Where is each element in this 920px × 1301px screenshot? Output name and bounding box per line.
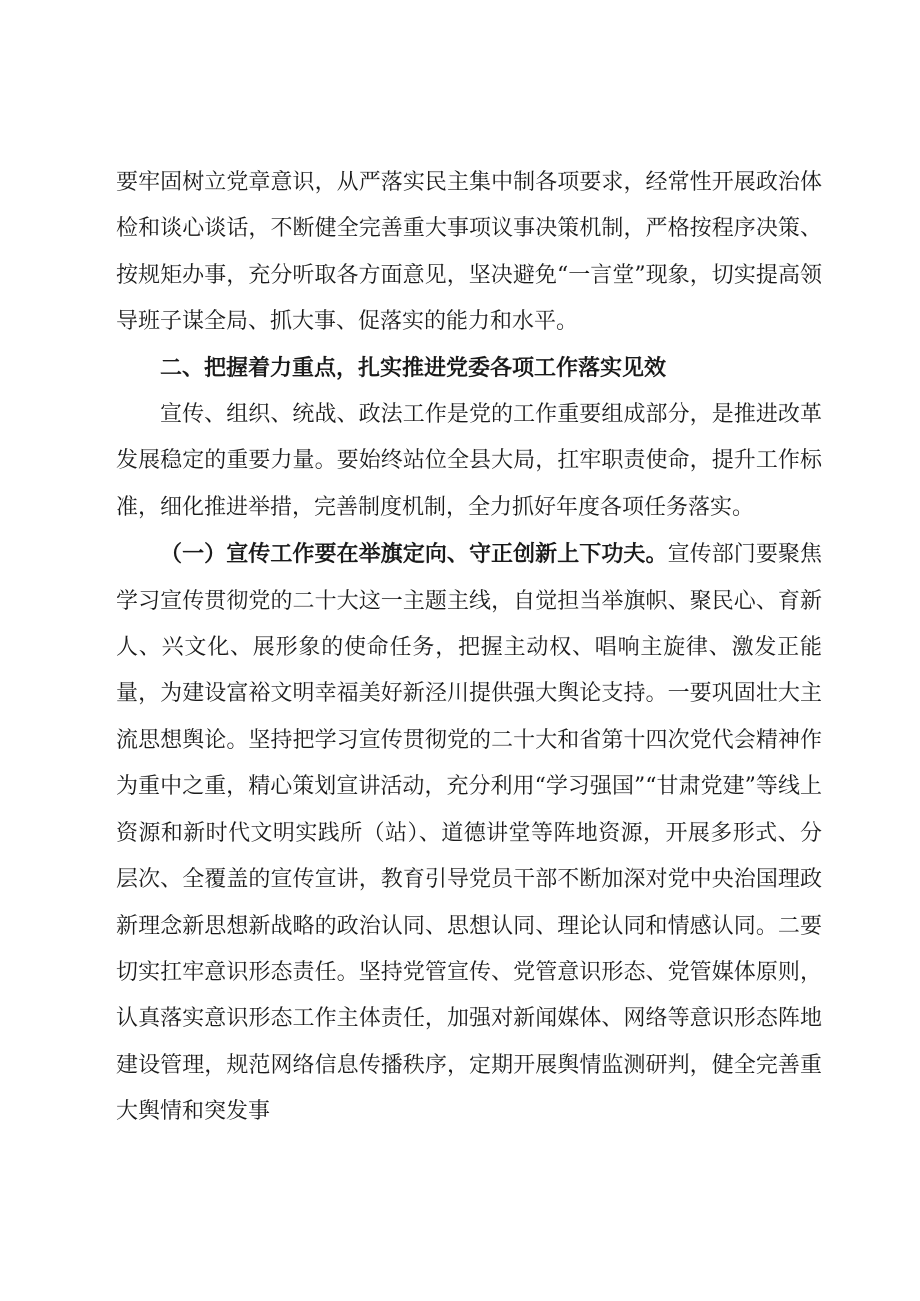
paragraph-propaganda-body: 宣传部门要聚焦学习宣传贯彻党的二十大这一主题主线，自觉担当举旗帜、聚民心、育新人、兴文化、展形象的使命任务，把握主动权、唱响主旋律、激发正能量，为建设富裕文明幸福美好新泾川提供强大舆论支持。一要巩固壮大主流思想舆论。坚持把学习宣传贯彻党的二十大和省第十四次党代会精神作为重中之重，精心策划宣讲活动，充分利用“学习强国”“甘肃党建”等线上资源和新时代文明实践所（站）、道德讲堂等阵地资源，开展多形式、分层次、全覆盖的宣传宣讲，教育引导党员干部不断加深对党中央治国理政新理念新思想新战略的政治认同、思想认同、理论认同和情感认同。二要切实扛牢意识形态责任。坚持党管宣传、党管意识形态、党管媒体原则，认真落实意识形态工作主体责任，加强对新闻媒体、网络等意识形态阵地建设管理，规范网络信息传播秩序，定期开展舆情监测研判，健全完善重大舆情和突发事	[116, 542, 822, 1125]
section-heading: 二、把握着力重点，扎实推进党委各项工作落实见效	[160, 355, 667, 381]
document-body	[116, 160, 822, 1136]
paragraph-intro: 宣传、组织、统战、政法工作是党的工作重要组成部分，是推进改革发展稳定的重要力量。要始终站位全县大局，扛牢职责使命，提升工作标准，细化推进举措，完善制度机制，全力抓好年度各项任务落实。	[116, 402, 822, 520]
subsection-heading: （一）宣传工作要在举旗定向、守正创新上下功夫。	[160, 541, 668, 568]
paragraph-propaganda	[116, 531, 822, 1135]
paragraph-continuation: 要牢固树立党章意识，从严落实民主集中制各项要求，经常性开展政治体检和谈心谈话，不断健全完善重大事项议事决策机制，严格按程序决策、按规矩办事，充分听取各方面意见，坚决避免“一言堂”现象，切实提高领导班子谋全局、抓大事、促落实的能力和水平。	[116, 170, 822, 335]
